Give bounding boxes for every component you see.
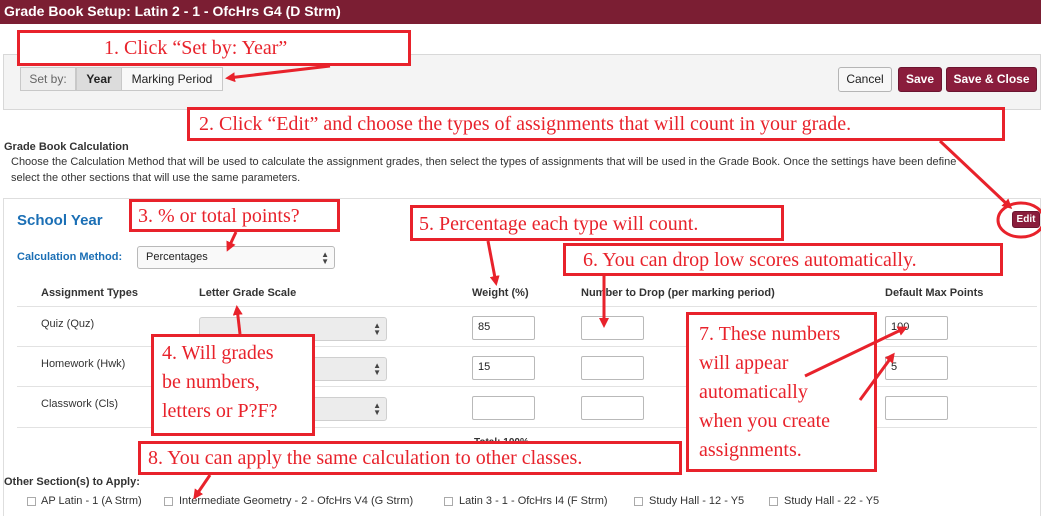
- annotation-text: 1. Click “Set by: Year”: [104, 37, 288, 59]
- annotation-text: letters or P?F?: [162, 400, 278, 422]
- weight-input[interactable]: 15: [472, 356, 535, 380]
- assignment-type-label: Quiz (Quz): [41, 318, 95, 330]
- select-arrows-icon: ▲ ▼: [373, 321, 381, 337]
- calc-description-line2: select the other sections that will use the same parameters.: [11, 172, 301, 184]
- assignment-type-label: Classwork (Cls): [41, 398, 118, 410]
- calculation-method-label: Calculation Method:: [17, 251, 123, 263]
- annotation-text: automatically: [699, 381, 808, 403]
- section-name: Intermediate Geometry - 2 - OfcHrs V4 (G Strm): [179, 495, 414, 507]
- col-header-maxpts: Default Max Points: [885, 287, 984, 299]
- arrow-8: [195, 475, 210, 497]
- annotation-text: when you create: [699, 410, 831, 432]
- select-arrows-icon: ▲ ▼: [373, 361, 381, 377]
- calc-description-line1: Choose the Calculation Method that will be used to calculate the assignment grades, then select the types of assignments that will be used in the Grade Book. Once the settings have been define: [11, 156, 957, 168]
- col-header-letter: Letter Grade Scale: [199, 287, 297, 299]
- annotation-text: 8. You can apply the same calculation to other classes.: [148, 447, 583, 469]
- arrow-1: [228, 66, 330, 78]
- section-name: AP Latin - 1 (A Strm): [41, 495, 142, 507]
- other-sections-label: Other Section(s) to Apply:: [4, 476, 140, 488]
- edit-button[interactable]: Edit: [1012, 211, 1040, 228]
- edit-highlight-circle: [998, 203, 1041, 237]
- arrow-2: [940, 141, 1010, 207]
- set-by-label: Set by:: [20, 67, 76, 91]
- arrow-3: [228, 232, 236, 249]
- annotation-text: will appear: [699, 352, 789, 374]
- col-header-weight: Weight (%): [472, 287, 529, 299]
- annotation-text: 4. Will grades: [162, 342, 274, 364]
- arrow-7b: [860, 355, 893, 400]
- arrow-4: [237, 308, 240, 334]
- annotation-text: be numbers,: [162, 371, 260, 393]
- assignment-type-label: Homework (Hwk): [41, 358, 126, 370]
- set-by-year-button[interactable]: Year: [76, 67, 122, 91]
- set-by-marking-period-button[interactable]: Marking Period: [121, 67, 223, 91]
- arrow-5: [488, 241, 496, 283]
- arrow-7a: [805, 328, 905, 376]
- annotation-text: assignments.: [699, 439, 802, 461]
- annotation-text: 2. Click “Edit” and choose the types of assignments that will count in your grade.: [199, 113, 852, 135]
- annotation-text: 7. These numbers: [699, 323, 841, 345]
- col-header-types: Assignment Types: [41, 287, 138, 299]
- section-name: Study Hall - 22 - Y5: [784, 495, 880, 507]
- annotation-text: 6. You can drop low scores automatically.: [583, 249, 917, 271]
- max-points-input[interactable]: 5: [885, 356, 948, 380]
- col-header-drop: Number to Drop (per marking period): [581, 287, 775, 299]
- cancel-button[interactable]: Cancel: [838, 67, 892, 92]
- select-arrows-icon: ▲ ▼: [321, 250, 329, 266]
- section-title: School Year: [17, 212, 103, 229]
- weight-input[interactable]: 85: [472, 316, 535, 340]
- annotation-text: 5. Percentage each type will count.: [419, 213, 699, 235]
- save-button[interactable]: Save: [898, 67, 942, 92]
- section-name: Latin 3 - 1 - OfcHrs I4 (F Strm): [459, 495, 608, 507]
- section-name: Study Hall - 12 - Y5: [649, 495, 745, 507]
- window-title: Grade Book Setup: Latin 2 - 1 - OfcHrs G4 (D Strm): [4, 3, 341, 19]
- calc-heading: Grade Book Calculation: [4, 141, 129, 153]
- select-arrows-icon: ▲ ▼: [373, 401, 381, 417]
- max-points-input[interactable]: 100: [885, 316, 948, 340]
- save-close-button[interactable]: Save & Close: [946, 67, 1037, 92]
- annotation-text: 3. % or total points?: [138, 205, 300, 227]
- calculation-method-value: Percentages: [146, 251, 208, 263]
